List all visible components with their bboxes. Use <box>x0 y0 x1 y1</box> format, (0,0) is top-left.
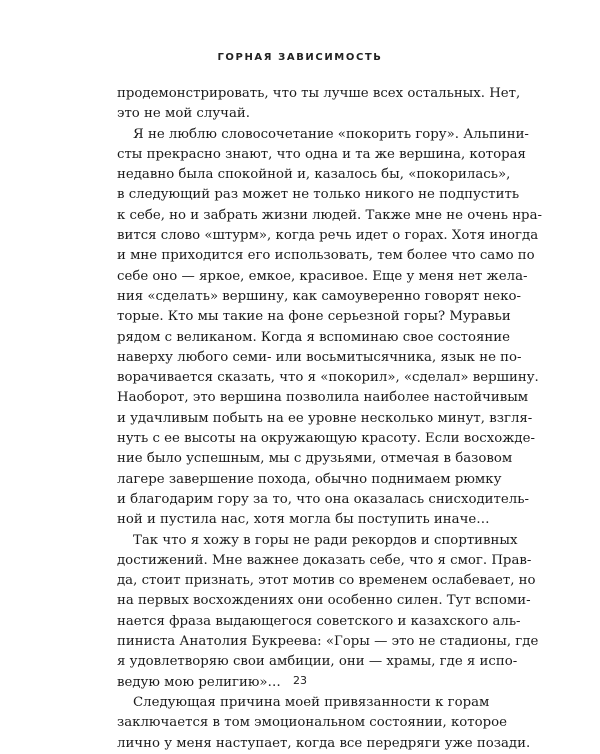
text-line: себе оно — яркое, емкое, красивое. Еще у меня нет жела- <box>117 268 528 284</box>
text-line: и мне приходится его использовать, тем более что само по <box>117 248 535 264</box>
text-line: это не мой случай. <box>117 106 250 122</box>
text-line: заключается в том эмоциональном состоянии, которое <box>117 715 508 731</box>
text-line: наверху любого семи- или восьмитысячника, язык не по- <box>117 349 522 365</box>
text-line: ведую мою религию»… <box>117 674 281 690</box>
text-line: к себе, но и забрать жизни людей. Также мне не очень нра- <box>117 207 542 223</box>
text-line: ворачивается сказать, что я «покорил», «сделал» вершину. <box>117 370 539 386</box>
running-head: ГОРНАЯ ЗАВИСИМОСТЬ <box>217 52 383 63</box>
text-line: вится слово «штурм», когда речь идет о горах. Хотя иногда <box>117 228 539 244</box>
text-line: недавно была спокойной и, казалось бы, «покорилась», <box>117 167 511 183</box>
text-line: я удовлетворяю свои амбиции, они — храмы, где я испо- <box>117 654 518 670</box>
paragraph <box>117 84 521 125</box>
text-line: да, стоит признать, этот мотив со временем ослабевает, но <box>117 573 536 589</box>
text-line: лагере завершение похода, обычно поднимаем рюмку <box>117 471 502 487</box>
text-line: продемонстрировать, что ты лучше всех остальных. Нет, <box>117 86 521 101</box>
paragraph <box>117 531 539 693</box>
text-line: ной и пустила нас, хотя могла бы поступить иначе… <box>117 512 490 528</box>
text-line: Так что я хожу в горы не ради рекордов и спортивных <box>133 532 518 548</box>
text-line: и удачливым побыть на ее уровне несколько минут, взгля- <box>117 410 533 426</box>
text-line: торые. Кто мы такие на фоне серьезной горы? Муравьи <box>117 309 511 325</box>
text-line: лично у меня наступает, когда все передряги уже позади. <box>117 735 531 751</box>
paragraph <box>117 693 531 754</box>
text-line: ние было успешным, мы с друзьями, отмечая в базовом <box>117 451 513 467</box>
text-line: ния «сделать» вершину, как самоуверенно говорят неко- <box>117 288 522 304</box>
text-line: Следующая причина моей привязанности к горам <box>133 694 490 710</box>
text-line: рядом с великаном. Когда я вспоминаю свое состояние <box>117 329 510 345</box>
text-line: в следующий раз может не только никого не подпустить <box>117 187 520 203</box>
text-line: и благодарим гору за то, что она оказалась снисходитель- <box>117 491 529 507</box>
text-line: нается фраза выдающегося советского и казахского аль- <box>117 613 521 629</box>
page-number: 23 <box>293 674 307 687</box>
paragraph <box>117 125 542 531</box>
text-line: пиниста Анатолия Букреева: «Горы — это не стадионы, где <box>117 634 539 650</box>
text-line: нуть с ее высоты на окружающую красоту. Если восхожде- <box>117 431 535 447</box>
text-line: Я не люблю словосочетание «покорить гору». Альпини- <box>133 126 529 142</box>
text-line: сты прекрасно знают, что одна и та же вершина, которая <box>117 146 526 162</box>
text-line: Наоборот, это вершина позволила наиболее настойчивым <box>117 390 529 406</box>
body-text <box>117 84 542 754</box>
text-line: на первых восхождениях они особенно силен. Тут вспоми- <box>117 593 531 609</box>
text-line: достижений. Мне важнее доказать себе, что я смог. Прав- <box>117 552 532 568</box>
